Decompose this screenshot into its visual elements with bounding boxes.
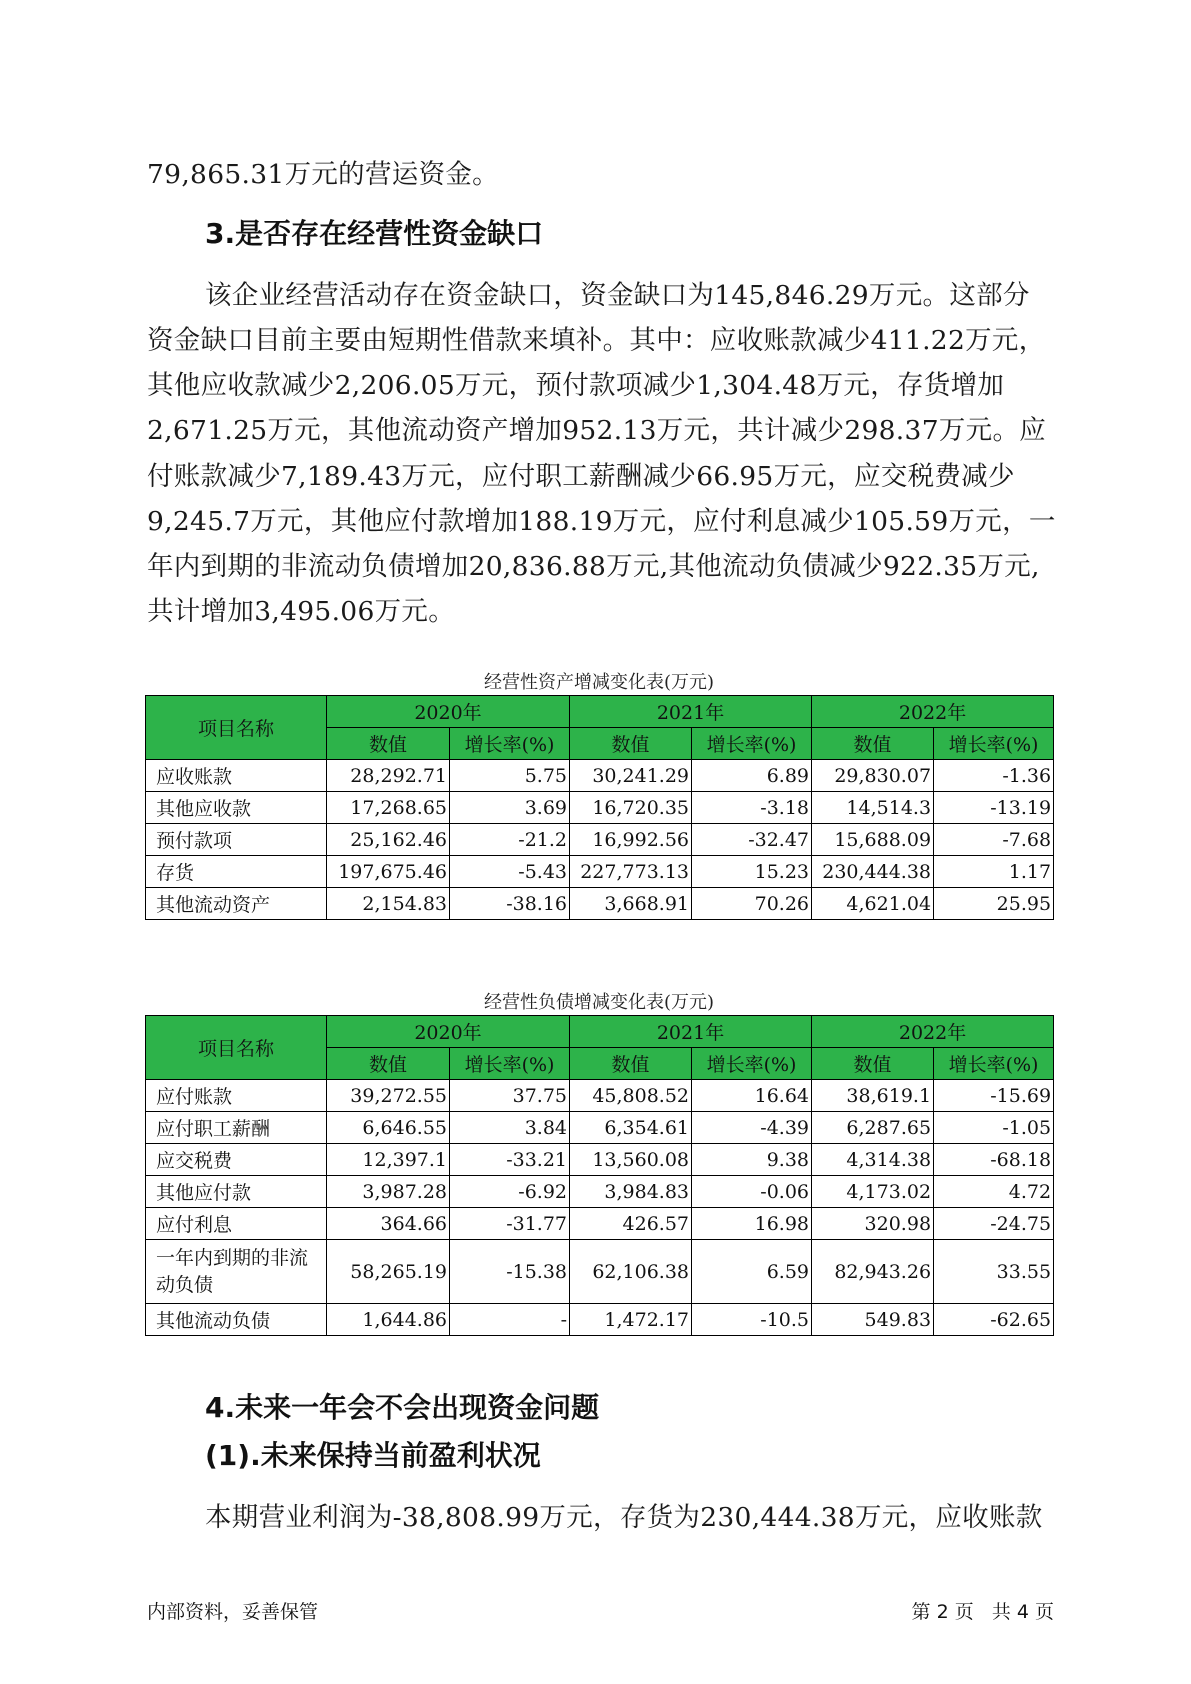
liability-table-caption: 经营性负债增减变化表(万元) bbox=[483, 992, 715, 1013]
section-4-1-heading: (1).未来保持当前盈利状况 bbox=[205, 1439, 541, 1472]
item-name-cell: 预付款项 bbox=[146, 824, 327, 856]
table-row bbox=[146, 1304, 1054, 1336]
value-cell: 549.83 bbox=[812, 1304, 934, 1336]
growth-cell: 16.64 bbox=[692, 1080, 812, 1112]
growth-cell: -15.69 bbox=[934, 1080, 1054, 1112]
item-name-header: 项目名称 bbox=[146, 1016, 327, 1080]
value-cell: 1,644.86 bbox=[327, 1304, 450, 1336]
table-header-row bbox=[146, 1016, 1054, 1048]
item-name-cell: 其他流动资产 bbox=[146, 888, 327, 920]
table-header-row bbox=[146, 696, 1054, 728]
item-name-cell: 一年内到期的非流动负债 bbox=[146, 1240, 327, 1304]
growth-cell: -1.36 bbox=[934, 760, 1054, 792]
item-name-cell: 应付职工薪酬 bbox=[146, 1112, 327, 1144]
value-cell: 39,272.55 bbox=[327, 1080, 450, 1112]
growth-cell: -5.43 bbox=[450, 856, 570, 888]
table-row bbox=[146, 1240, 1054, 1304]
growth-header: 增长率(%) bbox=[450, 1048, 570, 1080]
value-cell: 2,154.83 bbox=[327, 888, 450, 920]
value-cell: 13,560.08 bbox=[570, 1144, 692, 1176]
paragraph-line: 9,245.7万元，其他应付款增加188.19万元，应付利息减少105.59万元，一 bbox=[147, 506, 1056, 537]
paragraph-line: 该企业经营活动存在资金缺口，资金缺口为145,846.29万元。这部分 bbox=[205, 280, 1030, 311]
value-cell: 197,675.46 bbox=[327, 856, 450, 888]
value-cell: 1,472.17 bbox=[570, 1304, 692, 1336]
value-cell: 14,514.3 bbox=[812, 792, 934, 824]
item-name-cell: 应收账款 bbox=[146, 760, 327, 792]
table-row bbox=[146, 1176, 1054, 1208]
section-4-heading: 4.未来一年会不会出现资金问题 bbox=[205, 1391, 600, 1424]
growth-cell: 9.38 bbox=[692, 1144, 812, 1176]
growth-cell: -32.47 bbox=[692, 824, 812, 856]
value-cell: 29,830.07 bbox=[812, 760, 934, 792]
value-cell: 426.57 bbox=[570, 1208, 692, 1240]
value-cell: 227,773.13 bbox=[570, 856, 692, 888]
value-header: 数值 bbox=[570, 1048, 692, 1080]
value-cell: 30,241.29 bbox=[570, 760, 692, 792]
table-row bbox=[146, 1080, 1054, 1112]
growth-cell: 3.69 bbox=[450, 792, 570, 824]
growth-cell: -6.92 bbox=[450, 1176, 570, 1208]
growth-cell: 16.98 bbox=[692, 1208, 812, 1240]
paragraph-line: 其他应收款减少2,206.05万元，预付款项减少1,304.48万元，存货增加 bbox=[147, 370, 1005, 401]
value-cell: 15,688.09 bbox=[812, 824, 934, 856]
section-3-heading: 3.是否存在经营性资金缺口 bbox=[205, 217, 544, 250]
growth-cell: 25.95 bbox=[934, 888, 1054, 920]
paragraph-line: 2,671.25万元，其他流动资产增加952.13万元，共计减少298.37万元。应 bbox=[147, 415, 1047, 446]
growth-cell: -24.75 bbox=[934, 1208, 1054, 1240]
page-number: 第 2 页 共 4 页 bbox=[911, 1601, 1054, 1623]
growth-cell: -15.38 bbox=[450, 1240, 570, 1304]
value-cell: 4,173.02 bbox=[812, 1176, 934, 1208]
growth-cell: -4.39 bbox=[692, 1112, 812, 1144]
year-header: 2022年 bbox=[812, 1016, 1054, 1048]
growth-cell: 6.89 bbox=[692, 760, 812, 792]
growth-cell: - bbox=[450, 1304, 570, 1336]
value-cell: 45,808.52 bbox=[570, 1080, 692, 1112]
value-cell: 6,646.55 bbox=[327, 1112, 450, 1144]
growth-header: 增长率(%) bbox=[934, 1048, 1054, 1080]
value-cell: 12,397.1 bbox=[327, 1144, 450, 1176]
year-header: 2021年 bbox=[570, 1016, 812, 1048]
value-cell: 62,106.38 bbox=[570, 1240, 692, 1304]
liability-change-table bbox=[145, 1015, 1054, 1336]
growth-cell: -10.5 bbox=[692, 1304, 812, 1336]
item-name-cell: 应交税费 bbox=[146, 1144, 327, 1176]
item-name-cell: 其他应付款 bbox=[146, 1176, 327, 1208]
value-cell: 3,984.83 bbox=[570, 1176, 692, 1208]
growth-cell: -7.68 bbox=[934, 824, 1054, 856]
footer-note: 内部资料，妥善保管 bbox=[147, 1601, 319, 1623]
value-header: 数值 bbox=[812, 1048, 934, 1080]
value-header: 数值 bbox=[812, 728, 934, 760]
item-name-cell: 应付利息 bbox=[146, 1208, 327, 1240]
growth-cell: 15.23 bbox=[692, 856, 812, 888]
year-header: 2020年 bbox=[327, 696, 570, 728]
growth-cell: 6.59 bbox=[692, 1240, 812, 1304]
growth-cell: -38.16 bbox=[450, 888, 570, 920]
year-header: 2022年 bbox=[812, 696, 1054, 728]
growth-header: 增长率(%) bbox=[450, 728, 570, 760]
growth-header: 增长率(%) bbox=[692, 728, 812, 760]
growth-cell: 33.55 bbox=[934, 1240, 1054, 1304]
item-name-cell: 存货 bbox=[146, 856, 327, 888]
growth-cell: 1.17 bbox=[934, 856, 1054, 888]
item-name-cell: 应付账款 bbox=[146, 1080, 327, 1112]
value-header: 数值 bbox=[327, 1048, 450, 1080]
value-cell: 58,265.19 bbox=[327, 1240, 450, 1304]
growth-cell: -0.06 bbox=[692, 1176, 812, 1208]
growth-cell: -1.05 bbox=[934, 1112, 1054, 1144]
year-header: 2021年 bbox=[570, 696, 812, 728]
growth-cell: -13.19 bbox=[934, 792, 1054, 824]
table-row bbox=[146, 1112, 1054, 1144]
table-row bbox=[146, 824, 1054, 856]
table-row bbox=[146, 792, 1054, 824]
growth-header: 增长率(%) bbox=[692, 1048, 812, 1080]
paragraph-line: 资金缺口目前主要由短期性借款来填补。其中：应收账款减少411.22万元， bbox=[147, 325, 1046, 356]
year-header: 2020年 bbox=[327, 1016, 570, 1048]
value-cell: 230,444.38 bbox=[812, 856, 934, 888]
value-cell: 364.66 bbox=[327, 1208, 450, 1240]
value-cell: 16,992.56 bbox=[570, 824, 692, 856]
growth-cell: -68.18 bbox=[934, 1144, 1054, 1176]
growth-cell: 5.75 bbox=[450, 760, 570, 792]
value-cell: 4,621.04 bbox=[812, 888, 934, 920]
value-cell: 25,162.46 bbox=[327, 824, 450, 856]
growth-cell: 70.26 bbox=[692, 888, 812, 920]
table-row bbox=[146, 1144, 1054, 1176]
growth-header: 增长率(%) bbox=[934, 728, 1054, 760]
value-cell: 28,292.71 bbox=[327, 760, 450, 792]
value-cell: 6,287.65 bbox=[812, 1112, 934, 1144]
value-cell: 16,720.35 bbox=[570, 792, 692, 824]
growth-cell: -33.21 bbox=[450, 1144, 570, 1176]
table-row bbox=[146, 1208, 1054, 1240]
value-header: 数值 bbox=[570, 728, 692, 760]
value-cell: 82,943.26 bbox=[812, 1240, 934, 1304]
value-cell: 6,354.61 bbox=[570, 1112, 692, 1144]
value-cell: 320.98 bbox=[812, 1208, 934, 1240]
value-cell: 17,268.65 bbox=[327, 792, 450, 824]
item-name-cell: 其他流动负债 bbox=[146, 1304, 327, 1336]
value-cell: 4,314.38 bbox=[812, 1144, 934, 1176]
paragraph-line: 共计增加3,495.06万元。 bbox=[147, 596, 456, 627]
table-row bbox=[146, 760, 1054, 792]
value-cell: 3,668.91 bbox=[570, 888, 692, 920]
value-cell: 3,987.28 bbox=[327, 1176, 450, 1208]
paragraph-line: 付账款减少7,189.43万元，应付职工薪酬减少66.95万元，应交税费减少 bbox=[147, 461, 1015, 492]
growth-cell: -21.2 bbox=[450, 824, 570, 856]
growth-cell: 4.72 bbox=[934, 1176, 1054, 1208]
growth-cell: -62.65 bbox=[934, 1304, 1054, 1336]
item-name-header: 项目名称 bbox=[146, 696, 327, 760]
growth-cell: 37.75 bbox=[450, 1080, 570, 1112]
body-text-line: 79,865.31万元的营运资金。 bbox=[147, 159, 499, 190]
paragraph-line: 年内到期的非流动负债增加20,836.88万元,其他流动负债减少922.35万元, bbox=[147, 551, 1040, 582]
growth-cell: -31.77 bbox=[450, 1208, 570, 1240]
asset-table-caption: 经营性资产增减变化表(万元) bbox=[483, 672, 715, 693]
growth-cell: -3.18 bbox=[692, 792, 812, 824]
value-cell: 38,619.1 bbox=[812, 1080, 934, 1112]
asset-change-table bbox=[145, 695, 1054, 920]
table-row bbox=[146, 856, 1054, 888]
growth-cell: 3.84 bbox=[450, 1112, 570, 1144]
item-name-cell: 其他应收款 bbox=[146, 792, 327, 824]
table-row bbox=[146, 888, 1054, 920]
value-header: 数值 bbox=[327, 728, 450, 760]
body-text-line: 本期营业利润为-38,808.99万元，存货为230,444.38万元，应收账款 bbox=[205, 1502, 1043, 1533]
